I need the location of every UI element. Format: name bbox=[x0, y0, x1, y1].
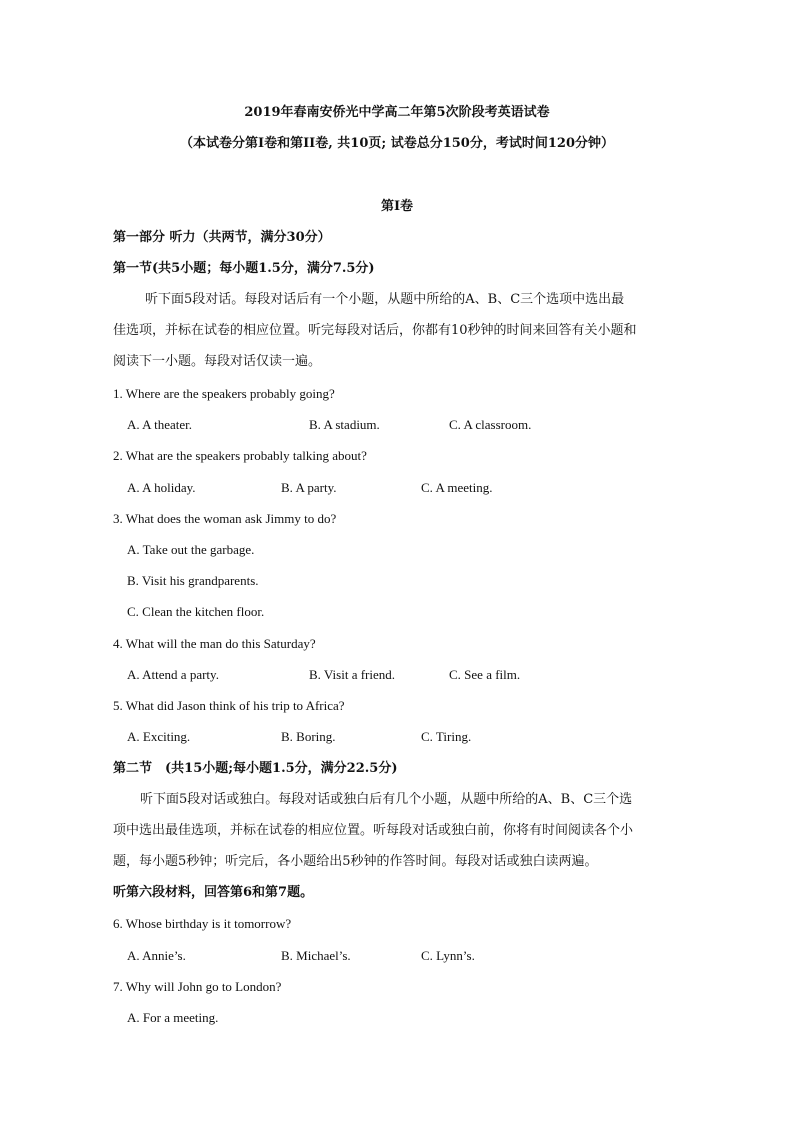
question-5-option-b: B. Boring. bbox=[281, 729, 336, 744]
question-5-option-c: C. Tiring. bbox=[421, 729, 472, 744]
question-5-stem: 5. What did Jason think of his trip to Africa? bbox=[113, 698, 345, 713]
question-2-stem: 2. What are the speakers probably talking about? bbox=[113, 448, 367, 463]
question-2-option-a: A. A holiday. bbox=[127, 480, 196, 495]
question-1-option-a: A. A theater. bbox=[127, 417, 192, 432]
question-7-option-a: A. For a meeting. bbox=[127, 1010, 219, 1025]
question-1-option-c: C. A classroom. bbox=[449, 417, 532, 432]
question-6-option-a: A. Annie’s. bbox=[127, 948, 186, 963]
section2-instructions-line1: 听下面5段对话或独白。每段对话或独白后有几个小题，从题中所给的A、B、C三个选 bbox=[140, 792, 633, 807]
material6-heading: 听第六段材料，回答第6和第7题。 bbox=[113, 885, 314, 900]
section2-instructions-line3: 题，每小题5秒钟；听完后，各小题给出5秒钟的作答时间。每段对话或独白读两遍。 bbox=[113, 854, 598, 869]
question-1-option-b: B. A stadium. bbox=[309, 417, 380, 432]
question-3-option-a: A. Take out the garbage. bbox=[127, 542, 255, 557]
question-3-option-b: B. Visit his grandparents. bbox=[127, 573, 259, 588]
question-1-stem: 1. Where are the speakers probably going? bbox=[113, 386, 335, 401]
question-5-option-a: A. Exciting. bbox=[127, 729, 191, 744]
section1-instructions-line2: 佳选项，并标在试卷的相应位置。听完每段对话后，你都有10秒钟的时间来回答有关小题和 bbox=[113, 323, 637, 338]
question-7-stem: 7. Why will John go to London? bbox=[113, 979, 282, 994]
section1-heading: 第一节(共5小题；每小题1.5分，满分7.5分) bbox=[113, 261, 375, 276]
section1-instructions-line3: 阅读下一小题。每段对话仅读一遍。 bbox=[113, 354, 322, 369]
question-4-stem: 4. What will the man do this Saturday? bbox=[113, 636, 316, 651]
question-3-stem: 3. What does the woman ask Jimmy to do? bbox=[113, 511, 337, 526]
question-4-option-a: A. Attend a party. bbox=[127, 667, 219, 682]
question-6-stem: 6. Whose birthday is it tomorrow? bbox=[113, 916, 292, 931]
part1-heading: 第一部分 听力（共两节，满分30分） bbox=[113, 230, 331, 245]
question-6-option-b: B. Michael’s. bbox=[281, 948, 351, 963]
question-2-option-c: C. A meeting. bbox=[421, 480, 493, 495]
section1-instructions-line1: 听下面5段对话。每段对话后有一个小题，从题中所给的A、B、C三个选项中选出最 bbox=[145, 292, 625, 307]
exam-subtitle: （本试卷分第I卷和第II卷, 共10页; 试卷总分150分，考试时间120分钟） bbox=[180, 136, 614, 151]
question-2-option-b: B. A party. bbox=[281, 480, 337, 495]
question-6-option-c: C. Lynn’s. bbox=[421, 948, 475, 963]
section2-heading: 第二节 (共15小题;每小题1.5分，满分22.5分) bbox=[113, 761, 398, 776]
section2-instructions-line2: 项中选出最佳选项，并标在试卷的相应位置。听每段对话或独白前，你将有时间阅读各个小 bbox=[113, 823, 634, 838]
question-4-option-c: C. See a film. bbox=[449, 667, 521, 682]
question-4-option-b: B. Visit a friend. bbox=[309, 667, 395, 682]
exam-title: 2019年春南安侨光中学高二年第5次阶段考英语试卷 bbox=[244, 105, 550, 120]
question-3-option-c: C. Clean the kitchen floor. bbox=[127, 604, 265, 619]
volume-title: 第I卷 bbox=[380, 199, 414, 214]
